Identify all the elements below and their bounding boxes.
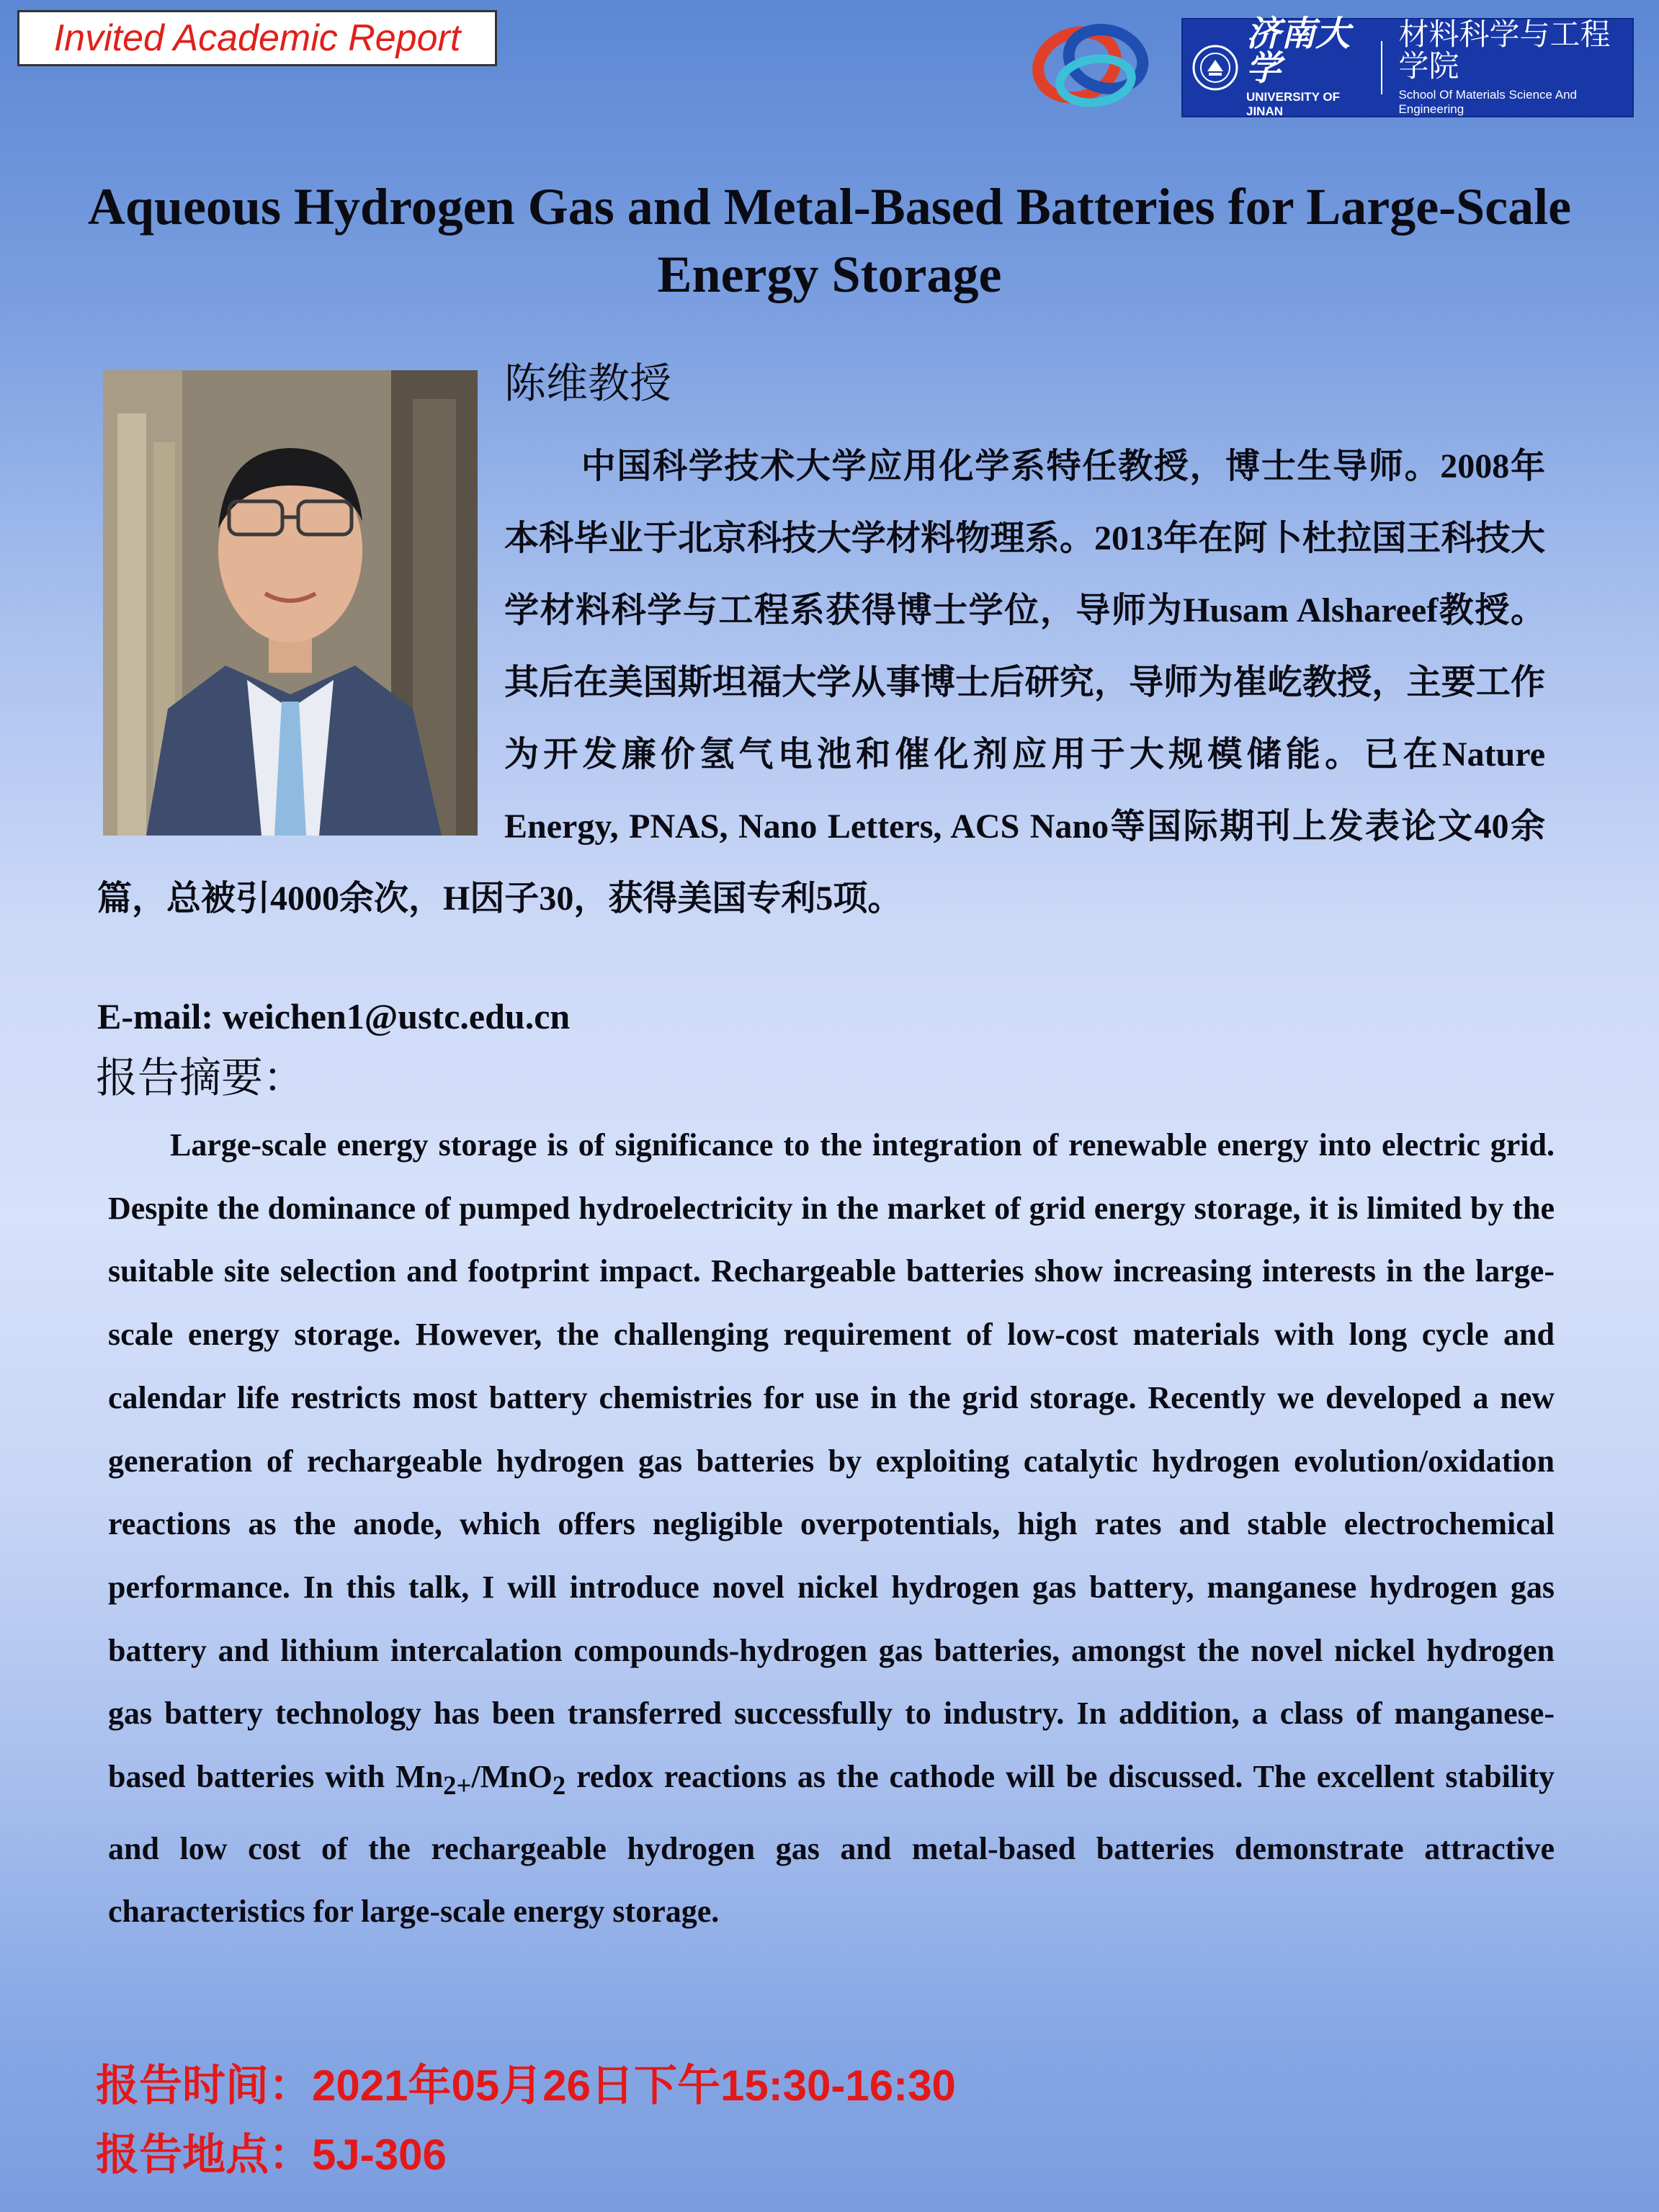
- abstract-text-part-1: Large-scale energy storage is of significance to the integration of renewable energy into electric grid. Despite the dominance of pumped hydroelectricity in the market of grid energy storage, it is limited by the suitable site selection and footprint impact. Rechargeable batteries show increasing interests in the large-scale energy storage. However, the challenging requirement of low-cost materials with long cycle and calendar life restricts most battery chemistries for use in the grid storage. Recently we developed a new generation of rechargeable hydrogen gas batteries by exploiting catalytic hydrogen evolution/oxidation reactions as the anode, which offers negligible overpotentials, high rates and stable electrochemical performance. In this talk, I will introduce novel nickel hydrogen gas battery, manganese hydrogen gas battery and lithium intercalation compounds-hydrogen gas batteries, amongst the novel nickel hydrogen gas battery technology has been transferred successfully to industry. In addition, a class of manganese-based batteries with: [108, 1127, 1555, 1795]
- abstract-heading: 报告摘要：: [96, 1053, 305, 1102]
- invited-report-tag: [17, 10, 497, 66]
- tag-label: Invited Academic Report: [53, 17, 461, 59]
- report-location: 报告地点：5J-306: [96, 2131, 447, 2179]
- speaker-email: E-mail: weichen1@ustc.edu.cn: [97, 996, 571, 1036]
- report-time: 报告时间：2021年05月26日下午15:30-16:30: [96, 2061, 956, 2110]
- university-name-cn: 济南大学: [1246, 14, 1351, 89]
- abstract-text-part-2: redox reactions as the cathode will be discussed. The excellent stability and low cost of the rechargeable hydrogen gas and metal-based batteries demonstrate attractive characteristics for large-scale energy storage.: [108, 1759, 1555, 1930]
- chem-mn: Mn: [395, 1759, 444, 1795]
- photo-wrap-space: [97, 431, 504, 843]
- school-name-cn: 材料科学与工程学院: [1398, 16, 1611, 84]
- speaker-bio-block: [97, 431, 1545, 935]
- rings-logo-icon: [1027, 14, 1156, 115]
- university-name-en: UNIVERSITY OF JINAN: [1246, 90, 1341, 118]
- university-logo: [1181, 14, 1634, 118]
- speaker-name: 陈维教授: [504, 359, 672, 408]
- school-name-en: School Of Materials Science And Engineering: [1398, 88, 1578, 117]
- chem-mn-sub: 2+: [443, 1770, 472, 1800]
- university-seal-icon: [1191, 44, 1239, 91]
- speaker-bio: 中国科学技术大学应用化学系特任教授，博士生导师。2008年本科毕业于北京科技大学材料物理系。2013年在阿卜杜拉国王科技大学材料科学与工程系获得博士学位，导师为Husam Alshareef教授。其后在美国斯坦福大学从事博士后研究，导师为崔屹教授，主要工作为开发廉价氢气电池和催化剂应用于大规模储能。已在Nature Energy, PNAS, Nano Letters, ACS Nano等国际期刊上发表论文40余篇，总被引4000余次，H因子30，获得美国专利5项。: [97, 447, 1545, 918]
- chem-mno: /MnO: [471, 1759, 553, 1795]
- report-title: Aqueous Hydrogen Gas and Metal-Based Batteries for Large-Scale Energy Storage: [87, 178, 1572, 303]
- logo-divider: [1381, 41, 1383, 94]
- abstract-text: [108, 1114, 1555, 1943]
- chem-mno-sub: 2: [552, 1770, 566, 1800]
